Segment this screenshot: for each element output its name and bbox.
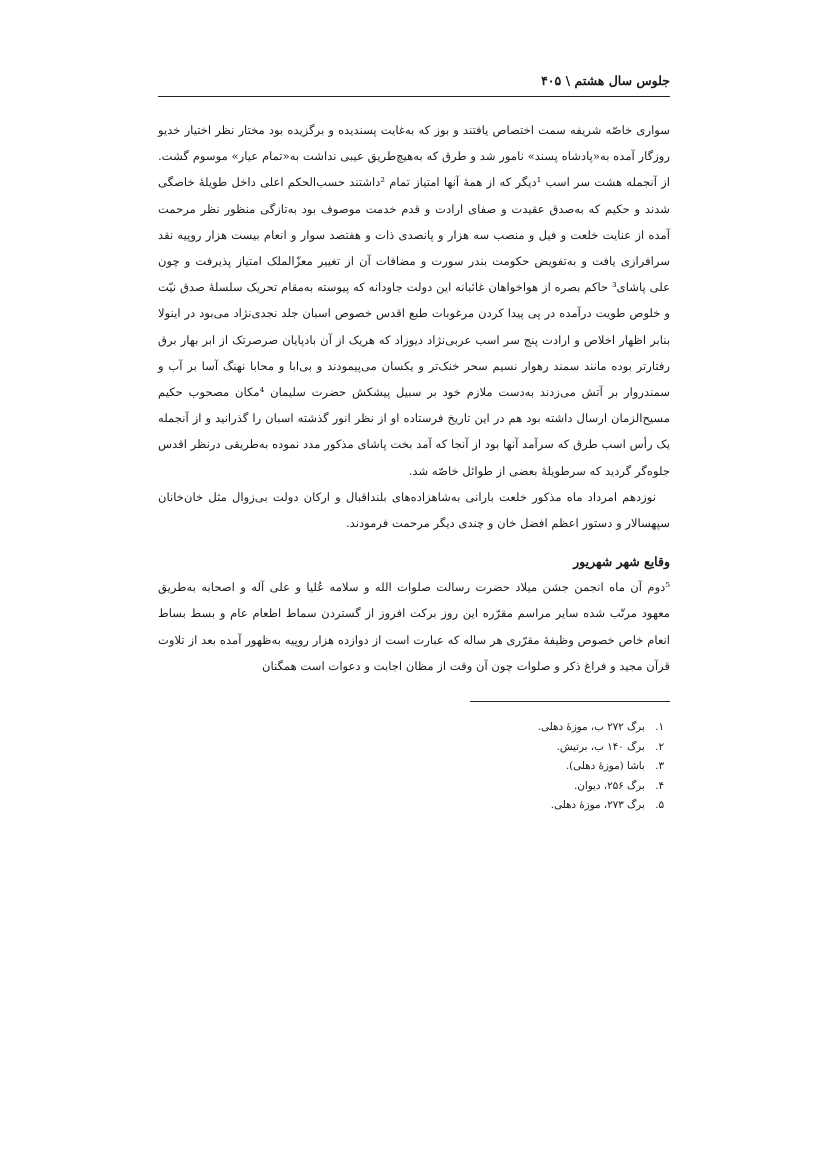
- paragraph-3: ⁵دوم آن ماه انجمن جشن میلاد حضرت رسالت صلوات الله و سلامه عُلیا و علی آله و اصحابه به‌طریق معهود مرتّب شده سایر مراسم مقرّره این روز برکت افروز از گستردن سماط اطعام عام و بسط بساط انعام خاص خصوص وظیفهٔ مقرّری هر ساله که عبارت است از دوازده هزار روپیه به‌ظهور آمده بعد از تلاوت قرآن مجید و فراغ ذکر و صلوات چون آن وقت از مظان اجابت و دعوات است همگنان: [158, 580, 670, 673]
- footnote-number: ۲.: [655, 740, 664, 753]
- footnote-divider: [470, 701, 670, 702]
- footnote-text: برگ ۲۵۶، دیوان.: [574, 779, 645, 792]
- footnote-number: ۳.: [655, 760, 664, 773]
- footnote-number: ۵.: [655, 799, 664, 812]
- footnotes: [158, 718, 670, 816]
- footnote-text: برگ ۲۷۲ ب، موزهٔ دهلی.: [537, 721, 645, 734]
- footnote-3: [158, 757, 664, 777]
- footnote-text: برگ ۱۴۰ ب، برتیش.: [556, 740, 645, 753]
- book-page: [158, 72, 670, 816]
- footnote-number: ۱.: [655, 721, 664, 734]
- footnote-1: [158, 718, 664, 738]
- footnote-5: [158, 796, 664, 816]
- footnote-text: برگ ۲۷۳، موزهٔ دهلی.: [550, 799, 645, 812]
- paragraph-1: سواری خاصّه شریفه سمت اختصاص یافتند و بوز که به‌غایت پسندیده و برگزیده بود مختار نظر اختیار خدیو روزگار آمده به«پادشاه پسند» نامور شد و طرق که به‌هیچ‌طریق عیبی نداشت به«تمام عیار» موسوم گشت. از آنجمله هشت سر اسب ¹دیگر که از همهٔ آنها امتیاز تمام ²داشتند حسب‌الحکم اعلی داخل طویلهٔ خاصگی شدند و حکیم که به‌صدق عقیدت و صفای ارادت و قدم خدمت موصوف بود به‌تازگی منظور نظر مرحمت آمده از عنایت خلعت و فیل و منصب سه هزار و پانصدی ذات و هفتصد سوار و انعام بیست هزار روپیه نقد سرافرازی یافت و به‌تفویض حکومت بندر سورت و مضافات آن از تغییر معزّالملک امتیاز پذیرفت و چون علی پاشای³ حاکم بصره از هواخواهان غائبانه این دولت جاودانه که پیوسته به‌مقام تحریک سلسلهٔ صدق نیّت و خلوص طویت درآمده در پی پیدا کردن مرغوبات طبع اقدس خصوص اسبان جلد نجدی‌نژاد می‌بود در اینولا بنابر اظهار اخلاص و ارادت پنج سر اسب عربی‌نژاد دیوزاد که هریک از آن بادپایان صرصرتک از ابر بهار برق رفتارتر بوده مانند سمند رهوار نسیم سحر خنک‌تر و یکسان می‌پیمودند و بی‌ابا و محابا نهنگ آسا بر آب و سمندروار بر آتش می‌زدند به‌دست ملازم خود بر سبیل پیشکش حضرت سلیمان ⁴مکان مصحوب حکیم مسیح‌الزمان ارسال داشته بود هم در این تاریخ فرستاده او از نظر انور گذشته اسبان را گذرانید و از آنجمله یک رأس اسب طرق که سرآمد آنها بود از آنجا که آمد بخت پاشای مذکور مدد نموده به‌طریقی درنظر اقدس جلوه‌گر گردید که سرطویلهٔ بعضی از طوائل خاصّه شد.: [158, 123, 671, 478]
- footnote-2: [158, 738, 664, 758]
- paragraph-2: نوزدهم امرداد ماه مذکور خلعت بارانی به‌شاهزاده‌های بلنداقبال و ارکان دولت بی‌زوال مثل خان‌خانان سپهسالار و دستور اعظم افضل خان و چندی دیگر مرحمت فرمودند.: [158, 489, 670, 531]
- running-head: جلوس سال هشتم \ ۴۰۵: [158, 72, 670, 97]
- section-heading: وقایع شهر شهریور: [573, 554, 670, 570]
- footnote-text: باشا (موزهٔ دهلی).: [565, 760, 645, 773]
- footnote-4: [158, 777, 664, 797]
- body-text: [158, 117, 670, 679]
- footnote-number: ۴.: [655, 779, 664, 792]
